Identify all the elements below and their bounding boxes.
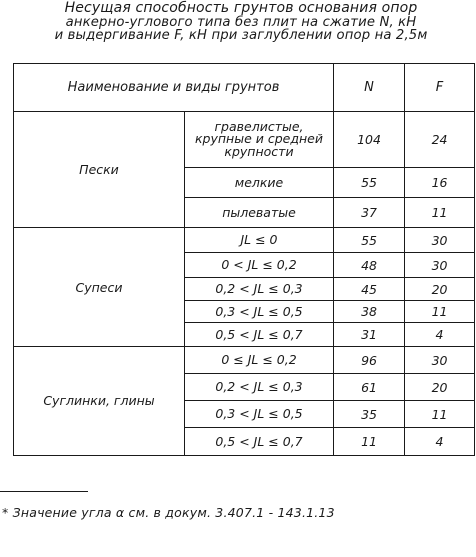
value-n: 55	[334, 228, 405, 253]
value-f: 20	[405, 374, 475, 401]
value-n: 48	[334, 253, 405, 278]
subtype-cell: 0,3 < JL ≤ 0,5	[185, 301, 334, 323]
value-n: 11	[334, 428, 405, 456]
value-f: 30	[405, 228, 475, 253]
subtype-cell: 0,2 < JL ≤ 0,3	[185, 278, 334, 301]
value-n: 61	[334, 374, 405, 401]
header-soil-type: Наименование и виды грунтов	[14, 64, 334, 112]
group-label-loam-clay: Суглинки, глины	[14, 347, 185, 456]
subtype-cell: 0 < JL ≤ 0,2	[185, 253, 334, 278]
value-n: 45	[334, 278, 405, 301]
subtype-cell: мелкие	[185, 168, 334, 198]
value-f: 11	[405, 301, 475, 323]
table-row	[14, 112, 475, 168]
value-n: 38	[334, 301, 405, 323]
subtype-cell: гравелистые, крупные и средней крупности	[185, 112, 334, 168]
value-f: 24	[405, 112, 475, 168]
subtype-cell: 0 ≤ JL ≤ 0,2	[185, 347, 334, 374]
value-n: 31	[334, 323, 405, 347]
value-n: 37	[334, 198, 405, 228]
title-line-2: анкерно-углового типа без плит на сжатие N, кН	[65, 14, 417, 30]
table-row	[14, 228, 475, 253]
footnote: * Значение угла α см. в докум. 3.407.1 - 143.1.13	[2, 505, 335, 520]
value-n: 96	[334, 347, 405, 374]
table-header-row	[14, 64, 475, 112]
header-f: F	[405, 64, 475, 112]
footnote-divider	[0, 491, 88, 492]
soil-capacity-table	[13, 63, 475, 456]
subtype-cell: 0,2 < JL ≤ 0,3	[185, 374, 334, 401]
value-n: 55	[334, 168, 405, 198]
group-label-sandy-loam: Супеси	[14, 228, 185, 347]
subtype-cell: 0,5 < JL ≤ 0,7	[185, 428, 334, 456]
value-n: 104	[334, 112, 405, 168]
table-row	[14, 347, 475, 374]
subtype-cell: JL ≤ 0	[185, 228, 334, 253]
value-f: 20	[405, 278, 475, 301]
header-n: N	[334, 64, 405, 112]
value-f: 30	[405, 347, 475, 374]
subtype-cell: 0,5 < JL ≤ 0,7	[185, 323, 334, 347]
group-label-sand: Пески	[14, 112, 185, 228]
title-line-3: и выдергивание F, кН при заглублении опор на 2,5м	[54, 28, 428, 43]
value-n: 35	[334, 401, 405, 428]
value-f: 4	[405, 428, 475, 456]
subtype-cell: пылеватые	[185, 198, 334, 228]
value-f: 16	[405, 168, 475, 198]
document-title	[8, 2, 474, 43]
value-f: 4	[405, 323, 475, 347]
value-f: 11	[405, 198, 475, 228]
value-f: 11	[405, 401, 475, 428]
title-line-1: Несущая способность грунтов основания опор	[64, 0, 418, 16]
value-f: 30	[405, 253, 475, 278]
subtype-cell: 0,3 < JL ≤ 0,5	[185, 401, 334, 428]
